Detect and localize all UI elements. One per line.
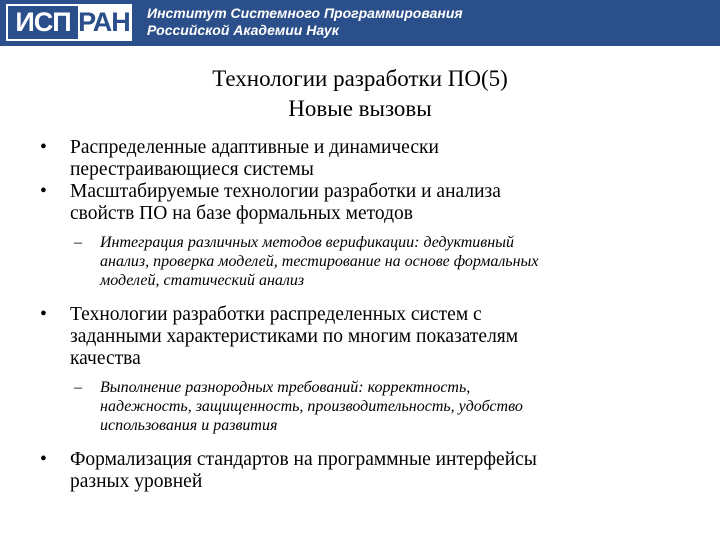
bullet-line: свойств ПО на базе формальных методов [70,203,413,224]
sub-bullet-item [38,378,688,435]
slide-title-line-1: Технологии разработки ПО(5) [212,66,508,91]
institute-line-1: Институт Системного Программирования [147,5,463,21]
sub-bullet-line: анализ, проверка моделей, тестирование на основе формальных [100,253,539,270]
bullet-marker: • [40,181,47,202]
institute-name [147,5,463,39]
bullet-item [38,137,688,181]
bullet-marker: • [40,304,47,325]
sub-bullet-line: Выполнение разнородных требований: корректность, [100,379,471,396]
bullet-line: Распределенные адаптивные и динамически [70,137,439,158]
slide-content [38,137,688,493]
bullet-line: Технологии разработки распределенных систем с [70,304,482,325]
bullet-marker: • [40,449,47,470]
bullet-item [38,449,688,493]
sub-bullet-item [38,233,688,290]
bullet-line: качества [70,348,141,369]
bullet-line: заданными характеристиками по многим показателям [70,326,519,347]
sub-bullet-line: использования и развития [100,417,278,434]
slide-title [0,64,720,124]
bullet-item [38,304,688,370]
bullet-line: Масштабируемые технологии разработки и анализа [70,181,501,202]
sub-bullet-line: надежность, защищенность, производительность, удобство [100,398,523,415]
institute-line-2: Российской Академии Наук [147,22,339,38]
logo-right-text: РАН [78,7,130,37]
sub-bullet-marker: – [74,379,82,396]
header-bar [0,0,720,46]
ispras-logo [6,4,132,41]
bullet-item [38,181,688,225]
bullet-marker: • [40,137,47,158]
bullet-line: разных уровней [70,471,203,492]
sub-bullet-marker: – [74,234,82,251]
bullet-line: Формализация стандартов на программные интерфейсы [70,449,537,470]
logo-left-text: ИСП [8,6,78,39]
bullet-line: перестраивающиеся системы [70,159,314,180]
slide-title-line-2: Новые вызовы [288,96,432,121]
sub-bullet-line: Интеграция различных методов верификации: дедуктивный [100,234,514,251]
sub-bullet-line: моделей, статический анализ [100,272,305,289]
